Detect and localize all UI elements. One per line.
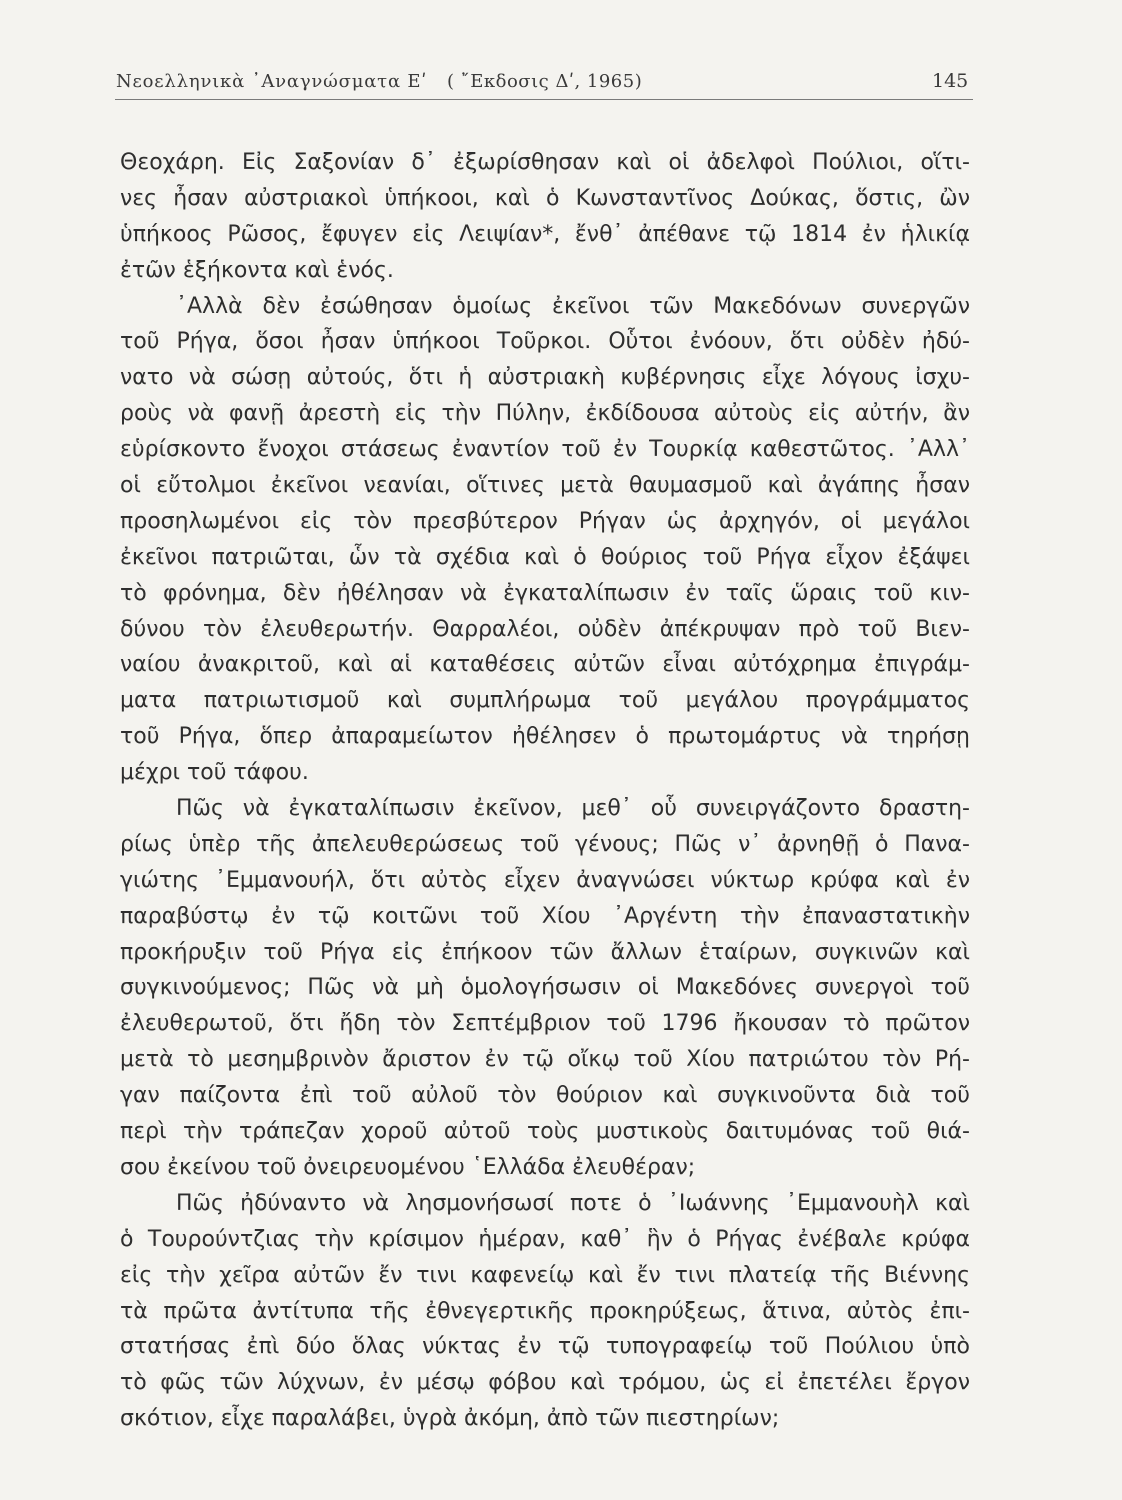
body-text: [120, 145, 970, 1437]
edition-note: ( ῎Εκδοσις Δʹ, 1965): [447, 71, 643, 92]
text-line: Πῶς ἠδύναντο νὰ λησμονήσωσί ποτε ὁ ᾿Ιωάννης ᾿Εμμανουὴλ καὶ: [176, 1190, 970, 1216]
text-line: οἱ εὔτολμοι ἐκεῖνοι νεανίαι, οἵτινες μετὰ θαυμασμοῦ καὶ ἀγάπης ἦσαν: [120, 473, 970, 499]
text-line: ὑπήκοος Ρῶσος, ἔφυγεν εἰς Λειψίαν*, ἔνθ᾿ ἀπέθανε τῷ 1814 ἐν ἡλικίᾳ: [120, 221, 970, 247]
text-line: συγκινούμενος; Πῶς νὰ μὴ ὁμολογήσωσιν οἱ Μακεδόνες συνεργοὶ τοῦ: [120, 975, 970, 1001]
text-line: προσηλωμένοι εἰς τὸν πρεσβύτερον Ρήγαν ὡς ἀρχηγόν, οἱ μεγάλοι: [120, 508, 970, 534]
text-line: ᾿Αλλὰ δὲν ἐσώθησαν ὁμοίως ἐκεῖνοι τῶν Μακεδόνων συνεργῶν: [176, 293, 970, 319]
text-line: τὸ φῶς τῶν λύχνων, ἐν μέσῳ φόβου καὶ τρόμου, ὡς εἰ ἐπετέλει ἔργον: [120, 1370, 970, 1396]
text-line: εὑρίσκοντο ἔνοχοι στάσεως ἐναντίον τοῦ ἐν Τουρκίᾳ καθεστῶτος. ᾿Αλλ᾿: [120, 437, 970, 463]
text-line: τὰ πρῶτα ἀντίτυπα τῆς ἐθνεγερτικῆς προκηρύξεως, ἅτινα, αὐτὸς ἐπι-: [120, 1298, 970, 1324]
text-line: γαν παίζοντα ἐπὶ τοῦ αὐλοῦ τὸν θούριον καὶ συγκινοῦντα διὰ τοῦ: [120, 1083, 970, 1109]
text-line: γιώτης ᾿Εμμανουήλ, ὅτι αὐτὸς εἶχεν ἀναγνώσει νύκτωρ κρύφα καὶ ἐν: [120, 867, 970, 893]
text-line: νατο νὰ σώσῃ αὐτούς, ὅτι ἡ αὐστριακὴ κυβέρνησις εἶχε λόγους ἰσχυ-: [120, 365, 970, 391]
text-line: ματα πατριωτισμοῦ καὶ συμπλήρωμα τοῦ μεγάλου προγράμματος: [120, 688, 970, 714]
text-line: τοῦ Ρήγα, ὅσοι ἦσαν ὑπήκοοι Τοῦρκοι. Οὗτοι ἐνόουν, ὅτι οὐδὲν ἠδύ-: [120, 329, 970, 355]
text-line: μετὰ τὸ μεσημβρινὸν ἄριστον ἐν τῷ οἴκῳ τοῦ Χίου πατριώτου τὸν Ρή-: [120, 1047, 970, 1073]
text-line: ὁ Τουρούντζιας τὴν κρίσιμον ἡμέραν, καθ᾿ ἣν ὁ Ρήγας ἐνέβαλε κρύφα: [120, 1226, 970, 1252]
text-line: εἰς τὴν χεῖρα αὐτῶν ἔν τινι καφενείῳ καὶ ἔν τινι πλατείᾳ τῆς Βιέννης: [120, 1262, 970, 1288]
text-line: ἐτῶν ἑξήκοντα καὶ ἑνός.: [120, 257, 394, 283]
text-line: περὶ τὴν τράπεζαν χοροῦ αὐτοῦ τοὺς μυστικοὺς δαιτυμόνας τοῦ θιά-: [120, 1119, 970, 1145]
text-line: στατήσας ἐπὶ δύο ὅλας νύκτας ἐν τῷ τυπογραφείῳ τοῦ Πούλιου ὑπὸ: [120, 1334, 970, 1360]
text-line: νες ἦσαν αὐστριακοὶ ὑπήκοοι, καὶ ὁ Κωνσταντῖνος Δούκας, ὅστις, ὢν: [120, 185, 970, 211]
text-line: ροὺς νὰ φανῇ ἀρεστὴ εἰς τὴν Πύλην, ἐκδίδουσα αὐτοὺς εἰς αὐτήν, ἂν: [120, 401, 970, 427]
text-line: τοῦ Ρήγα, ὅπερ ἀπαραμείωτον ἠθέλησεν ὁ πρωτομάρτυς νὰ τηρήσῃ: [120, 724, 970, 750]
text-line: σου ἐκείνου τοῦ ὀνειρευομένου ῾Ελλάδα ἐλευθέραν;: [120, 1154, 696, 1180]
text-line: Πῶς νὰ ἐγκαταλίπωσιν ἐκεῖνον, μεθ᾿ οὗ συνειργάζοντο δραστη-: [176, 796, 970, 822]
text-line: σκότιον, εἶχε παραλάβει, ὑγρὰ ἀκόμη, ἀπὸ τῶν πιεστηρίων;: [120, 1406, 780, 1432]
text-line: παραβύστῳ ἐν τῷ κοιτῶνι τοῦ Χίου ᾿Αργέντη τὴν ἐπαναστατικὴν: [120, 903, 970, 929]
text-line: ρίως ὑπὲρ τῆς ἀπελευθερώσεως τοῦ γένους; Πῶς ν᾿ ἀρνηθῇ ὁ Πανα-: [120, 831, 970, 857]
text-line: Θεοχάρη. Εἰς Σαξονίαν δ᾿ ἐξωρίσθησαν καὶ οἱ ἀδελφοὶ Πούλιοι, οἵτι-: [120, 150, 970, 175]
text-line: τὸ φρόνημα, δὲν ἠθέλησαν νὰ ἐγκαταλίπωσιν ἐν ταῖς ὥραις τοῦ κιν-: [120, 580, 970, 606]
text-line: προκήρυξιν τοῦ Ρήγα εἰς ἐπήκοον τῶν ἄλλων ἑταίρων, συγκινῶν καὶ: [120, 939, 970, 965]
text-line: ἐκεῖνοι πατριῶται, ὧν τὰ σχέδια καὶ ὁ θούριος τοῦ Ρήγα εἶχον ἐξάψει: [120, 544, 970, 570]
text-line: ἐλευθερωτοῦ, ὅτι ἤδη τὸν Σεπτέμβριον τοῦ 1796 ἤκουσαν τὸ πρῶτον: [120, 1011, 970, 1037]
header-rule: [115, 99, 973, 100]
running-title: Νεοελληνικὰ ᾿Αναγνώσματα Εʹ: [116, 71, 428, 92]
text-line: δύνου τὸν ἐλευθερωτήν. Θαρραλέοι, οὐδὲν ἀπέκρυψαν πρὸ τοῦ Βιεν-: [120, 616, 970, 642]
text-line: μέχρι τοῦ τάφου.: [120, 760, 309, 786]
page-number: 145: [932, 70, 969, 92]
text-line: ναίου ἀνακριτοῦ, καὶ αἱ καταθέσεις αὐτῶν εἶναι αὐτόχρημα ἐπιγράμ-: [120, 652, 970, 678]
